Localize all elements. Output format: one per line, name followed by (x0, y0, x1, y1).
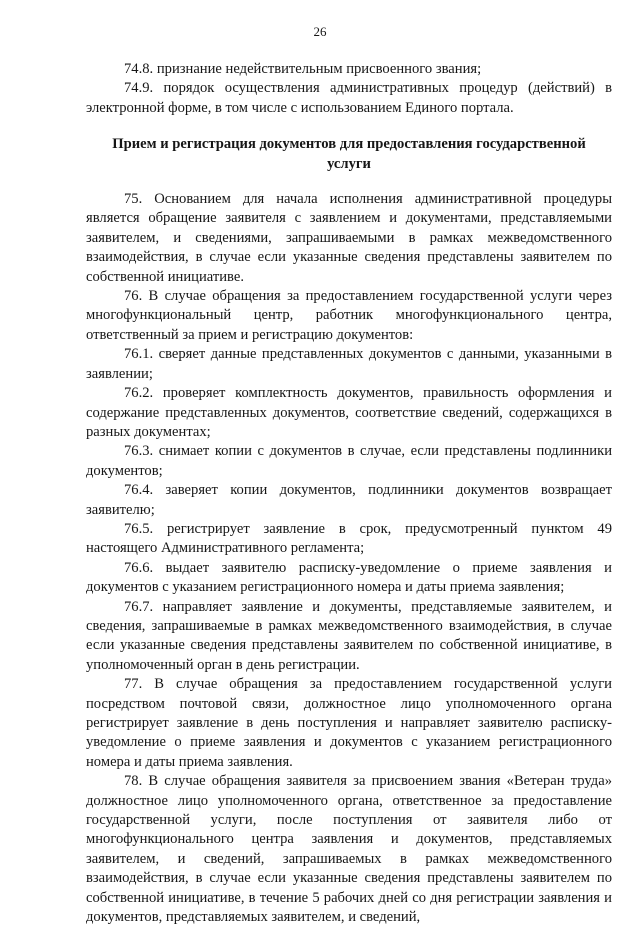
paragraph-76-5: 76.5. регистрирует заявление в срок, предусмотренный пунктом 49 настоящего Административного регламента; (86, 520, 612, 557)
paragraph-76: 76. В случае обращения за предоставлением государственной услуги через многофункциональный центр, работник многофункционального центра, ответственный за прием и регистрацию документов: (86, 288, 612, 343)
paragraph-76-7: 76.7. направляет заявление и документы, представляемые заявителем, и сведения, запрашиваемые в рамках межведомственного взаимодействия, в случае если указанные сведения представлены заявителем по собственной инициативе, в уполномоченный орган в день регистрации. (86, 598, 612, 673)
paragraph-78: 78. В случае обращения заявителя за присвоением звания «Ветеран труда» должностное лицо уполномоченного органа, ответственное за предоставление государственной услуги, после поступления от заявителя либо от многофункционального центра заявления и документов, представляемых заявителем, и сведений, запрашиваемых в рамках межведомственного взаимодействия, в случае если указанные сведения представлены заявителем по собственной инициативе, в течение 5 рабочих дней со дня регистрации заявления и документов, представляемых заявителем, и сведений, (86, 773, 612, 926)
section-heading: Прием и регистрация документов для предоставления государственной услуги (112, 136, 586, 172)
paragraph-77: 77. В случае обращения за предоставлением государственной услуги посредством почтовой связи, должностное лицо уполномоченного органа регистрирует заявление в день поступления и направляет заявителю расписку-уведомление о приеме заявления и документов с указанием регистрационного номера и даты приема заявления. (86, 676, 612, 770)
paragraph-75: 75. Основанием для начала исполнения административной процедуры является обращение заявителя с заявлением и документами, представляемыми заявителем, и сведениями, запрашиваемыми в рамках межведомственного взаимодействия, в случае если указанные сведения представлены заявителем по собственной инициативе. (86, 191, 612, 285)
paragraph-76-2: 76.2. проверяет комплектность документов, правильность оформления и содержание представленных документов, соответствие сведений, содержащихся в разных документах; (86, 385, 612, 440)
paragraph-74-8: 74.8. признание недействительным присвоенного звания; (124, 61, 482, 77)
paragraph-76-1: 76.1. сверяет данные представленных документов с данными, указанными в заявлении; (86, 346, 612, 382)
paragraph-76-4: 76.4. заверяет копии документов, подлинники документов возвращает заявителю; (86, 482, 612, 518)
page-content (86, 60, 612, 927)
paragraph-76-3: 76.3. снимает копии с документов в случае, если представлены подлинники документов; (86, 443, 612, 479)
paragraph-76-6: 76.6. выдает заявителю расписку-уведомление о приеме заявления и документов с указанием регистрационного номера и даты приема заявления; (86, 559, 612, 596)
page-number: 26 (313, 24, 327, 39)
paragraph-74-9: 74.9. порядок осуществления административных процедур (действий) в электронной форме, в том числе с использованием Единого портала. (86, 80, 612, 116)
